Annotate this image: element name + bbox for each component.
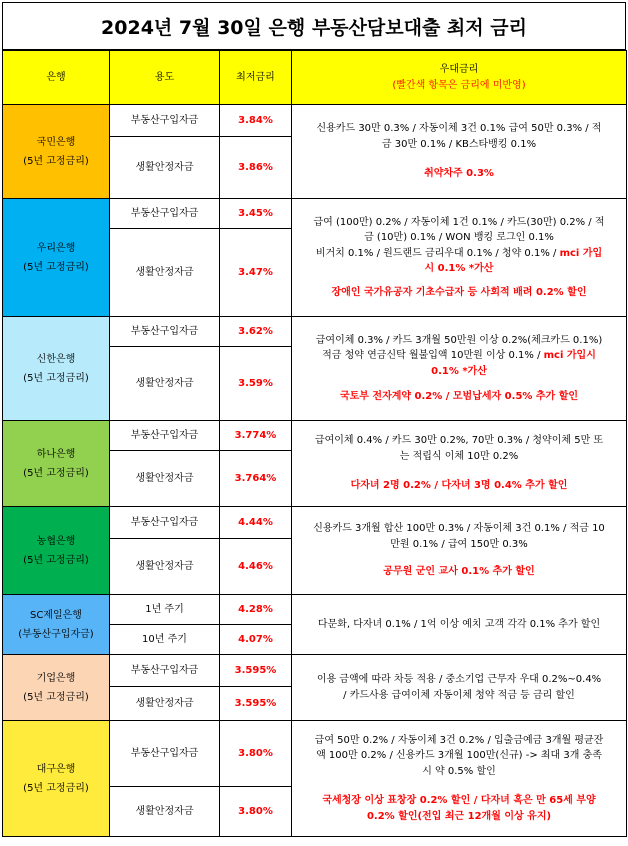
pref-note: 0.2% 할인(전입 최근 12개월 이상 유지) (366, 810, 552, 822)
pref-line: 적금 청약 연금신탁 월불입액 10만원 이상 0.1% / (322, 350, 544, 361)
table-row (3, 421, 627, 451)
use-cell: 부동산구입자금 (110, 721, 220, 787)
rate-cell: 3.84% (220, 105, 292, 137)
use-cell: 1년 주기 (110, 595, 220, 625)
pref-note: 취약차주 0.3% (424, 168, 494, 180)
table-row (3, 655, 627, 687)
table-row (3, 199, 627, 229)
bank-name: 국민은행 (36, 136, 76, 148)
bank-sub: (5년 고정금리) (23, 554, 89, 566)
pref-cell-sc (292, 595, 627, 655)
rate-cell: 3.774% (220, 421, 292, 451)
bank-sub: (부동산구입자금) (18, 628, 94, 640)
pref-line: 시 약 0.5% 할인 (422, 765, 496, 777)
use-cell: 부동산구입자금 (110, 199, 220, 229)
bank-name: 하나은행 (36, 448, 76, 460)
use-cell: 생활안정자금 (110, 687, 220, 721)
pref-line: 다문화, 다자녀 0.1% / 1억 이상 예치 고객 각각 0.1% 추가 할인 (317, 618, 601, 630)
bank-name: 우리은행 (36, 242, 76, 254)
bank-cell-ibk (3, 655, 110, 721)
header-pref (292, 51, 627, 105)
rate-cell: 3.59% (220, 347, 292, 421)
pref-line: 이용 금액에 따라 차등 적용 / 중소기업 근무자 우대 0.2%~0.4% (316, 674, 602, 685)
rate-cell: 3.80% (220, 721, 292, 787)
rate-cell: 3.764% (220, 451, 292, 507)
pref-line: 만원 0.1% / 급여 150만 0.3% (390, 538, 528, 550)
table-row (3, 721, 627, 787)
pref-line: 금 30만 0.1% / KB스타뱅킹 0.1% (381, 138, 537, 150)
pref-cell-nh (292, 507, 627, 595)
rate-cell: 4.46% (220, 539, 292, 595)
use-cell: 부동산구입자금 (110, 105, 220, 137)
bank-cell-shinhan (3, 317, 110, 421)
bank-name: 기업은행 (36, 672, 76, 684)
use-cell: 10년 주기 (110, 625, 220, 655)
bank-sub: (5년 고정금리) (23, 261, 89, 273)
bank-cell-woori (3, 199, 110, 317)
rate-cell: 3.47% (220, 229, 292, 317)
pref-line: 신용카드 30만 0.3% / 자동이체 3건 0.1% 급여 50만 0.3% / 적 (316, 123, 602, 135)
pref-note: 공무원 군인 교사 0.1% 추가 할인 (383, 566, 535, 578)
pref-red-line: 시 0.1% *가산 (424, 263, 494, 275)
pref-cell-hana (292, 421, 627, 507)
pref-red-line: 0.1% *가산 (431, 365, 487, 377)
bank-cell-kb (3, 105, 110, 199)
pref-line: 급여 (100만) 0.2% / 자동이체 1건 0.1% / 카드(30만) 0.2% / 적 (313, 216, 605, 228)
rate-cell: 4.07% (220, 625, 292, 655)
pref-line: / 카드사용 급여이체 자동이체 청약 적금 등 금리 할인 (343, 689, 575, 701)
bank-cell-nh (3, 507, 110, 595)
use-cell: 생활안정자금 (110, 137, 220, 199)
bank-name: 신한은행 (36, 353, 76, 365)
bank-name: 농협은행 (36, 535, 76, 547)
pref-note: 국세청장 이상 표창장 0.2% 할인 / 다자녀 혹은 만 65세 부양 (322, 795, 596, 807)
pref-line: 급여이체 0.3% / 카드 3개월 50만원 이상 0.2%(체크카드 0.1%) (315, 334, 603, 346)
table-row (3, 595, 627, 625)
use-cell: 생활안정자금 (110, 347, 220, 421)
rate-cell: 3.595% (220, 687, 292, 721)
header-rate: 최저금리 (220, 51, 292, 105)
bank-sub: (5년 고정금리) (23, 372, 89, 384)
use-cell: 생활안정자금 (110, 229, 220, 317)
bank-sub: (5년 고정금리) (23, 155, 89, 167)
bank-sub: (5년 고정금리) (23, 467, 89, 479)
use-cell: 부동산구입자금 (110, 655, 220, 687)
pref-note: 다자녀 2명 0.2% / 다자녀 3명 0.4% 추가 할인 (350, 480, 568, 492)
pref-cell-dgb (292, 721, 627, 837)
pref-line: 는 적립식 이체 10만 0.2% (399, 450, 519, 462)
pref-line: 신용카드 3개월 합산 100만 0.3% / 자동이체 3건 0.1% / 적금 10 (313, 523, 605, 535)
rate-cell: 4.44% (220, 507, 292, 539)
table-row (3, 507, 627, 539)
use-cell: 부동산구입자금 (110, 421, 220, 451)
rate-cell: 3.86% (220, 137, 292, 199)
pref-line: 비거치 0.1% / 원드랜드 금리우대 0.1% / 청약 0.1% / (315, 247, 560, 259)
use-cell: 생활안정자금 (110, 451, 220, 507)
pref-note: 장애인 국가유공자 기초수급자 등 사회적 배려 0.2% 할인 (331, 286, 587, 298)
pref-line: 급여 50만 0.2% / 자동이체 3건 0.2% / 입출금예금 3개월 평균잔 (314, 734, 604, 746)
pref-red: mci 가입시 (543, 350, 596, 361)
page-title: 2024년 7월 30일 은행 부동산담보대출 최저 금리 (2, 2, 626, 50)
use-cell: 생활안정자금 (110, 539, 220, 595)
pref-cell-kb (292, 105, 627, 199)
pref-cell-woori (292, 199, 627, 317)
header-pref-note: (빨간색 항목은 금리에 미반영) (392, 79, 526, 91)
rate-cell: 3.595% (220, 655, 292, 687)
pref-line: 액 100만 0.2% / 신용카드 3개월 100만(신규) -> 최대 3개 충족 (316, 750, 602, 762)
header-bank: 은행 (3, 51, 110, 105)
rate-sheet (2, 2, 626, 844)
pref-line: 급여이체 0.4% / 카드 30만 0.2%, 70만 0.3% / 청약이체 5만 또 (314, 435, 604, 447)
use-cell: 생활안정자금 (110, 787, 220, 837)
bank-name: SC제일은행 (30, 609, 82, 621)
rate-cell: 3.62% (220, 317, 292, 347)
table-row (3, 105, 627, 137)
table-header-row (3, 51, 627, 105)
bank-sub: (5년 고정금리) (23, 691, 89, 703)
use-cell: 부동산구입자금 (110, 317, 220, 347)
header-pref-label: 우대금리 (439, 64, 479, 75)
bank-cell-hana (3, 421, 110, 507)
pref-cell-ibk (292, 655, 627, 721)
pref-note: 국토부 전자계약 0.2% / 모범납세자 0.5% 추가 할인 (339, 391, 579, 402)
rate-cell: 3.80% (220, 787, 292, 837)
pref-line: 금 (10만) 0.1% / WON 뱅킹 로그인 0.1% (364, 232, 554, 244)
pref-cell-shinhan (292, 317, 627, 421)
pref-red: mci 가입 (559, 247, 603, 259)
bank-cell-sc (3, 595, 110, 655)
bank-sub: (5년 고정금리) (23, 782, 89, 794)
rate-cell: 3.45% (220, 199, 292, 229)
bank-cell-dgb (3, 721, 110, 837)
use-cell: 부동산구입자금 (110, 507, 220, 539)
rate-cell: 4.28% (220, 595, 292, 625)
header-use: 용도 (110, 51, 220, 105)
rate-table (2, 50, 627, 837)
bank-name: 대구은행 (36, 763, 76, 775)
table-row (3, 317, 627, 347)
